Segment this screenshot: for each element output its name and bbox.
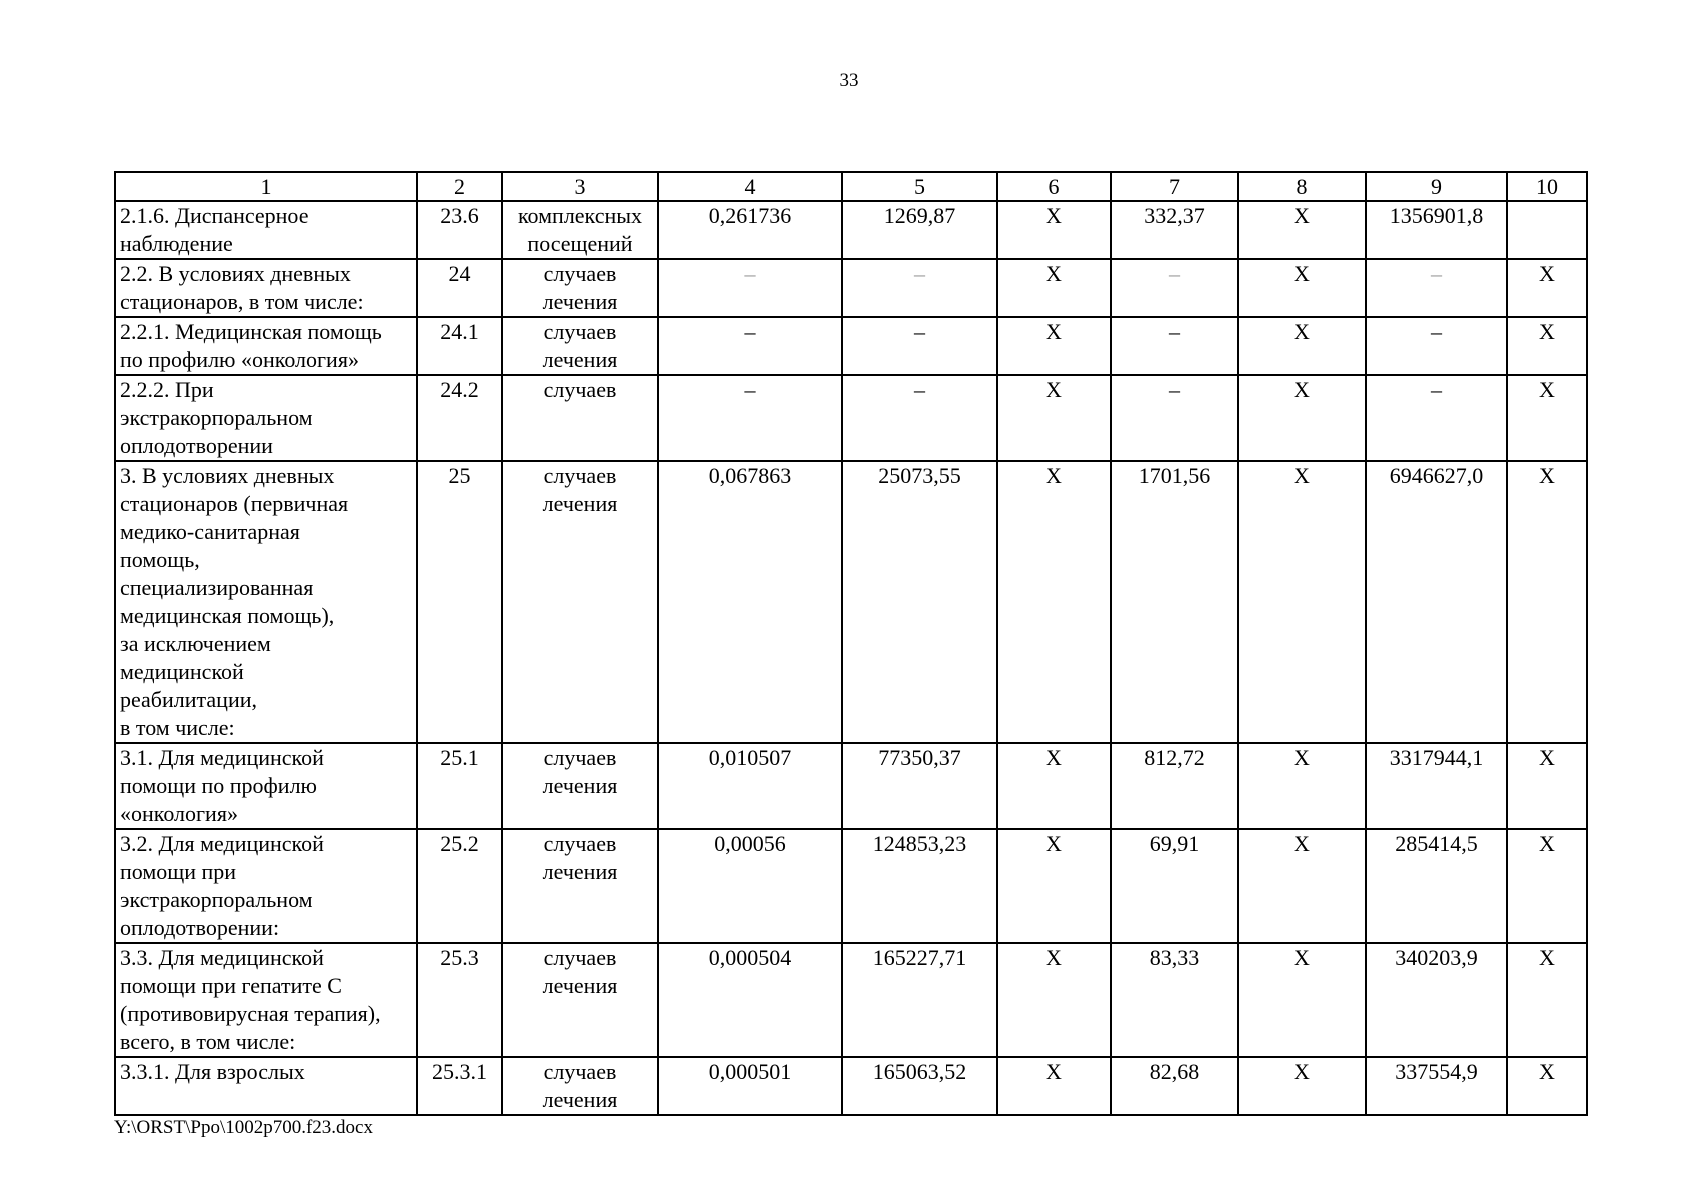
col7-cell: 1701,56	[1111, 461, 1238, 743]
unit-cell: случаев	[502, 375, 658, 461]
row-name-cell: 2.2.1. Медицинская помощь по профилю «онкология»	[115, 317, 417, 375]
col9-cell: 285414,5	[1366, 829, 1507, 943]
row-name-cell: 2.2. В условиях дневных стационаров, в том числе:	[115, 259, 417, 317]
unit-cell: случаев лечения	[502, 259, 658, 317]
table-row	[115, 461, 1587, 743]
column-header: 9	[1366, 172, 1507, 201]
col9-cell: 337554,9	[1366, 1057, 1507, 1115]
cost-cell: 1269,87	[842, 201, 997, 259]
col10-cell: Х	[1507, 943, 1587, 1057]
col8-cell: Х	[1238, 259, 1366, 317]
table-header-row	[115, 172, 1587, 201]
col10-cell: Х	[1507, 317, 1587, 375]
col7-cell: –	[1111, 259, 1238, 317]
col6-cell: Х	[997, 743, 1111, 829]
norm-cell: 0,000501	[658, 1057, 842, 1115]
cost-cell: –	[842, 259, 997, 317]
norm-cell: –	[658, 375, 842, 461]
cost-cell: 165063,52	[842, 1057, 997, 1115]
column-header: 8	[1238, 172, 1366, 201]
cost-cell: –	[842, 375, 997, 461]
norm-cell: 0,000504	[658, 943, 842, 1057]
column-header: 3	[502, 172, 658, 201]
table-row	[115, 317, 1587, 375]
col10-cell: Х	[1507, 829, 1587, 943]
col6-cell: Х	[997, 259, 1111, 317]
row-code-cell: 25.3	[417, 943, 502, 1057]
table-row	[115, 829, 1587, 943]
col10-cell: Х	[1507, 259, 1587, 317]
row-name-cell: 2.2.2. При экстракорпоральном оплодотворении	[115, 375, 417, 461]
row-name-cell: 3.1. Для медицинской помощи по профилю «онкология»	[115, 743, 417, 829]
table-row	[115, 1057, 1587, 1115]
row-code-cell: 24	[417, 259, 502, 317]
page-number: 33	[839, 70, 859, 91]
table-row	[115, 201, 1587, 259]
col9-cell: 6946627,0	[1366, 461, 1507, 743]
row-code-cell: 25.2	[417, 829, 502, 943]
col8-cell: Х	[1238, 943, 1366, 1057]
col6-cell: Х	[997, 1057, 1111, 1115]
col6-cell: Х	[997, 375, 1111, 461]
col7-cell: 69,91	[1111, 829, 1238, 943]
unit-cell: случаев лечения	[502, 943, 658, 1057]
column-header: 5	[842, 172, 997, 201]
norm-cell: –	[658, 259, 842, 317]
cost-cell: 25073,55	[842, 461, 997, 743]
col8-cell: Х	[1238, 1057, 1366, 1115]
col6-cell: Х	[997, 201, 1111, 259]
col10-cell: Х	[1507, 1057, 1587, 1115]
col9-cell: –	[1366, 375, 1507, 461]
unit-cell: случаев лечения	[502, 829, 658, 943]
row-code-cell: 24.1	[417, 317, 502, 375]
table-row	[115, 259, 1587, 317]
col7-cell: 332,37	[1111, 201, 1238, 259]
table-row	[115, 943, 1587, 1057]
data-table	[114, 171, 1588, 1116]
cost-cell: –	[842, 317, 997, 375]
footer-file-path: Y:\ORST\Ppo\1002p700.f23.docx	[114, 1117, 373, 1138]
col8-cell: Х	[1238, 375, 1366, 461]
column-header: 7	[1111, 172, 1238, 201]
col10-cell: Х	[1507, 461, 1587, 743]
col6-cell: Х	[997, 943, 1111, 1057]
col6-cell: Х	[997, 829, 1111, 943]
row-code-cell: 25.1	[417, 743, 502, 829]
unit-cell: случаев лечения	[502, 317, 658, 375]
norm-cell: 0,067863	[658, 461, 842, 743]
col6-cell: Х	[997, 461, 1111, 743]
norm-cell: 0,010507	[658, 743, 842, 829]
col10-cell	[1507, 201, 1587, 259]
col7-cell: 812,72	[1111, 743, 1238, 829]
col10-cell: Х	[1507, 743, 1587, 829]
col9-cell: –	[1366, 317, 1507, 375]
unit-cell: случаев лечения	[502, 461, 658, 743]
unit-cell: случаев лечения	[502, 1057, 658, 1115]
col8-cell: Х	[1238, 317, 1366, 375]
col6-cell: Х	[997, 317, 1111, 375]
cost-cell: 77350,37	[842, 743, 997, 829]
table-row	[115, 743, 1587, 829]
col7-cell: –	[1111, 317, 1238, 375]
row-code-cell: 25.3.1	[417, 1057, 502, 1115]
col9-cell: 340203,9	[1366, 943, 1507, 1057]
col10-cell: Х	[1507, 375, 1587, 461]
row-name-cell: 2.1.6. Диспансерное наблюдение	[115, 201, 417, 259]
col7-cell: 83,33	[1111, 943, 1238, 1057]
column-header: 10	[1507, 172, 1587, 201]
cost-cell: 124853,23	[842, 829, 997, 943]
row-code-cell: 25	[417, 461, 502, 743]
row-code-cell: 24.2	[417, 375, 502, 461]
col8-cell: Х	[1238, 743, 1366, 829]
col8-cell: Х	[1238, 461, 1366, 743]
unit-cell: случаев лечения	[502, 743, 658, 829]
column-header: 2	[417, 172, 502, 201]
norm-cell: 0,00056	[658, 829, 842, 943]
norm-cell: –	[658, 317, 842, 375]
column-header: 4	[658, 172, 842, 201]
col9-cell: 3317944,1	[1366, 743, 1507, 829]
col7-cell: 82,68	[1111, 1057, 1238, 1115]
table-row	[115, 375, 1587, 461]
unit-cell: комплексных посещений	[502, 201, 658, 259]
cost-cell: 165227,71	[842, 943, 997, 1057]
column-header: 6	[997, 172, 1111, 201]
col9-cell: 1356901,8	[1366, 201, 1507, 259]
row-name-cell: 3. В условиях дневных стационаров (первичная медико-санитарная помощь, специализированная медицинская помощь), за исключением медицинской реабилитации, в том числе:	[115, 461, 417, 743]
col8-cell: Х	[1238, 829, 1366, 943]
row-name-cell: 3.3. Для медицинской помощи при гепатите С (противовирусная терапия), всего, в том числе:	[115, 943, 417, 1057]
norm-cell: 0,261736	[658, 201, 842, 259]
row-code-cell: 23.6	[417, 201, 502, 259]
row-name-cell: 3.2. Для медицинской помощи при экстракорпоральном оплодотворении:	[115, 829, 417, 943]
col9-cell: –	[1366, 259, 1507, 317]
col8-cell: Х	[1238, 201, 1366, 259]
column-header: 1	[115, 172, 417, 201]
col7-cell: –	[1111, 375, 1238, 461]
row-name-cell: 3.3.1. Для взрослых	[115, 1057, 417, 1115]
